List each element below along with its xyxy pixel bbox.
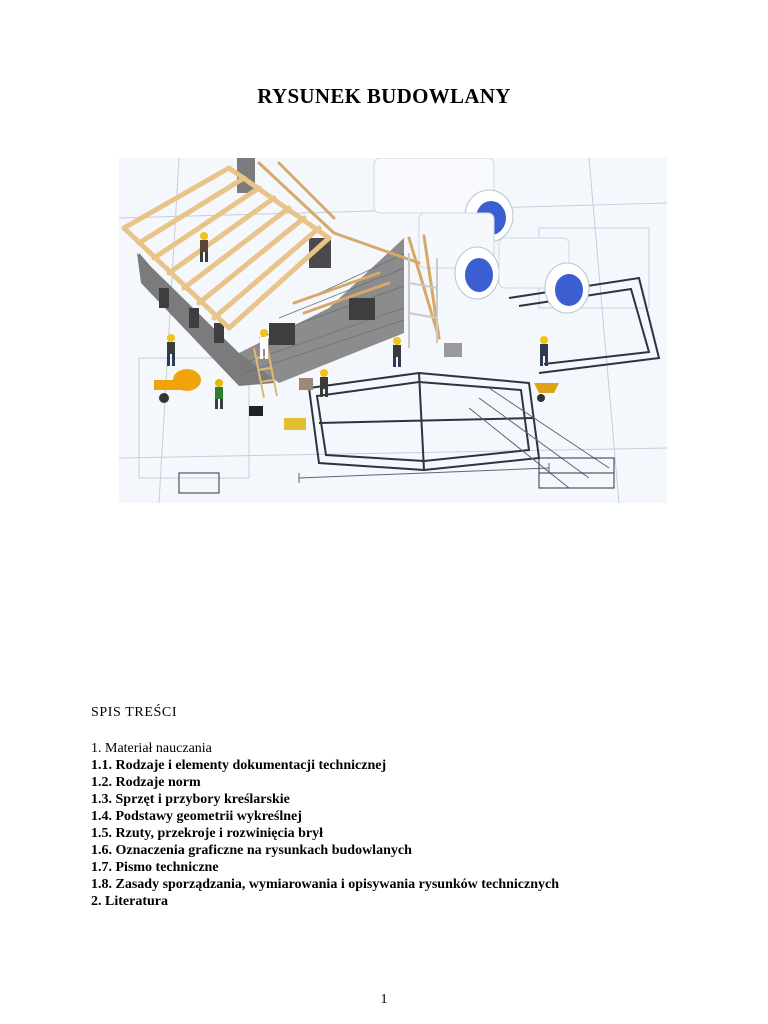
toc-item: 1.3. Sprzęt i przybory kreślarskie <box>91 792 290 807</box>
toc-item: 2. Literatura <box>91 894 168 909</box>
toc-item: 1.7. Pismo techniczne <box>91 860 219 875</box>
table-of-contents <box>91 740 559 910</box>
toc-item: 1. Materiał nauczania <box>91 741 212 756</box>
toc-item: 1.8. Zasady sporządzania, wymiarowania i opisywania rysunków technicznych <box>91 877 560 892</box>
toc-item: 1.5. Rzuty, przekroje i rozwinięcia brył <box>91 826 323 841</box>
page-number: 1 <box>380 992 388 1007</box>
toc-item: 1.4. Podstawy geometrii wykreślnej <box>91 809 302 824</box>
toc-heading: SPIS TREŚCI <box>91 705 178 720</box>
house-construction-illustration <box>119 158 667 503</box>
toc-item: 1.6. Oznaczenia graficzne na rysunkach budowlanych <box>91 843 412 858</box>
toc-item: 1.2. Rodzaje norm <box>91 775 201 790</box>
toc-item: 1.1. Rodzaje i elementy dokumentacji technicznej <box>91 758 387 773</box>
document-title: RYSUNEK BUDOWLANY <box>257 84 511 108</box>
